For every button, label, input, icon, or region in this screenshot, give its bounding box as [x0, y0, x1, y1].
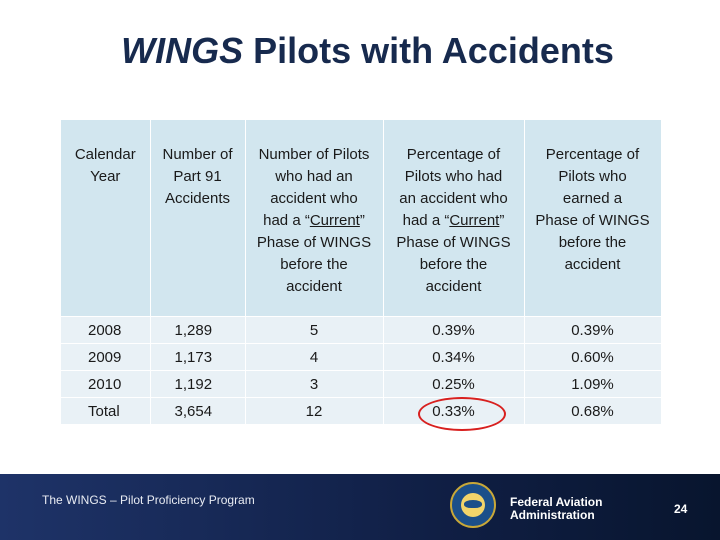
red-circle-annotation — [418, 397, 506, 431]
slide-title-rest: Pilots with Accidents — [243, 30, 614, 71]
table-row — [61, 371, 661, 398]
cell-pct-current: 0.25% — [383, 371, 524, 398]
cell-year: 2010 — [61, 371, 150, 398]
cell-year: 2008 — [61, 317, 150, 344]
cell-accidents: 1,289 — [150, 317, 245, 344]
cell-accidents: 1,192 — [150, 371, 245, 398]
footer-bar — [0, 474, 720, 540]
highlighted-value: 0.33% — [432, 402, 475, 420]
table-row-total — [61, 398, 661, 425]
cell-pct-earned: 0.39% — [524, 317, 661, 344]
cell-current-pilots: 3 — [245, 371, 383, 398]
cell-current-pilots: 12 — [245, 398, 383, 425]
cell-current-pilots: 5 — [245, 317, 383, 344]
cell-pct-current: 0.39% — [383, 317, 524, 344]
cell-pct-earned: 1.09% — [524, 371, 661, 398]
table-row — [61, 317, 661, 344]
table-header-row — [61, 120, 661, 317]
header-percentage-current: Percentage of Pilots who had an accident who had a “Current” Phase of WINGS before the accident — [383, 120, 524, 317]
page-number: 24 — [674, 502, 688, 516]
accidents-table — [61, 120, 662, 425]
org-name: Federal Aviation Administration — [510, 495, 603, 522]
cell-year: Total — [61, 398, 150, 425]
slide-title-emphasis: WINGS — [121, 30, 244, 71]
highlight-circle-wrapper — [432, 403, 475, 420]
table-row — [61, 344, 661, 371]
cell-accidents: 1,173 — [150, 344, 245, 371]
header-part91-accidents: Number of Part 91 Accidents — [150, 120, 245, 317]
cell-year: 2009 — [61, 344, 150, 371]
cell-pct-current: 0.34% — [383, 344, 524, 371]
program-name: The WINGS – Pilot Proficiency Program — [42, 493, 255, 507]
header-pilots-current: Number of Pilots who had an accident who had a “Current” Phase of WINGS before the accident — [245, 120, 383, 317]
cell-accidents: 3,654 — [150, 398, 245, 425]
header-percentage-earned: Percentage of Pilots who earned a Phase of WINGS before the accident — [524, 120, 661, 317]
slide-title — [0, 30, 720, 72]
cell-current-pilots: 4 — [245, 344, 383, 371]
cell-pct-earned: 0.60% — [524, 344, 661, 371]
cell-pct-current-highlighted — [383, 398, 524, 425]
header-calendar-year: Calendar Year — [61, 120, 150, 317]
faa-seal-icon — [450, 482, 496, 528]
cell-pct-earned: 0.68% — [524, 398, 661, 425]
